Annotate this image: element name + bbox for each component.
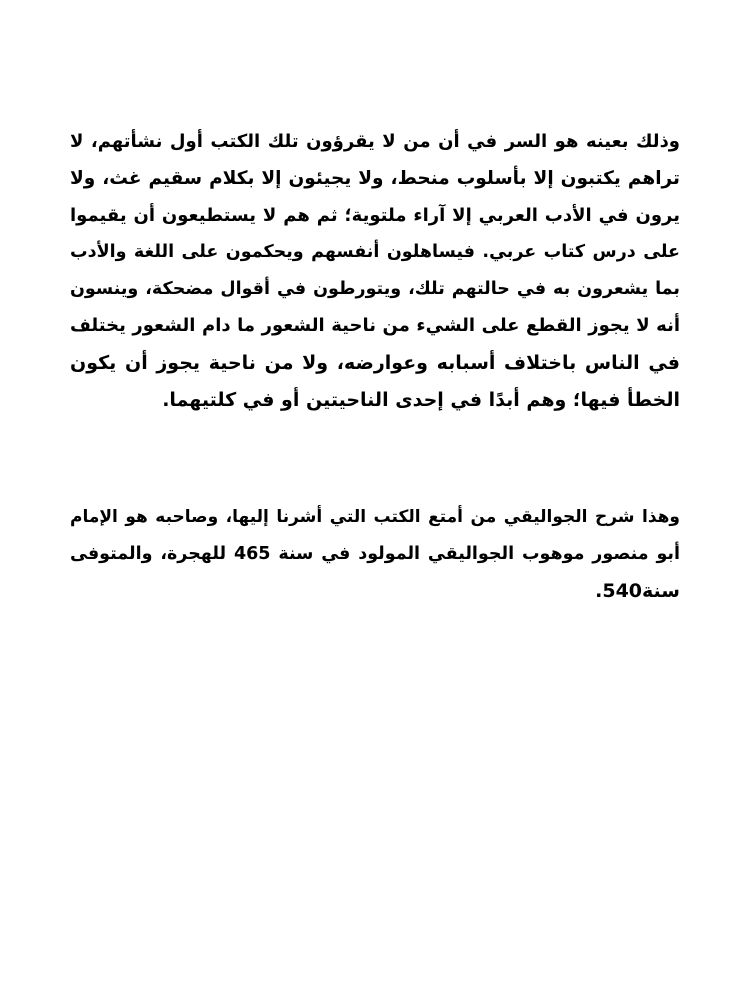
paragraph-line: أنه لا يجوز القطع على الشيء من ناحية الشعور ما دام الشعور يختلف <box>70 314 680 336</box>
paragraph-line: يرون في الأدب العربي إلا آراء ملتوية؛ ثم هم لا يستطيعون أن يقيموا <box>70 204 680 226</box>
paragraph-line: على درس كتاب عربي. فيساهلون أنفسهم ويحكمون على اللغة والأدب <box>70 242 680 263</box>
paragraph-line: سنة540. <box>595 579 680 602</box>
paragraph-line: الخطأ فيها؛ وهم أبدًا في إحدى الناحيتين أو في كلتيهما. <box>162 388 680 411</box>
paragraph-2 <box>70 499 680 609</box>
paragraph-line: تراهم يكتبون إلا بأسلوب منحط، ولا يجيئون إلا بكلام سقيم غث، ولا <box>70 167 680 189</box>
paragraph-line: أبو منصور موهوب الجواليقي المولود في سنة 465 للهجرة، والمتوفى <box>70 543 680 564</box>
paragraph-1 <box>70 124 680 418</box>
paragraph-line: بما يشعرون به في حالتهم تلك، ويتورطون في أقوال مضحكة، وينسون <box>70 279 680 300</box>
paragraph-line: وهذا شرح الجواليقي من أمتع الكتب التي أشرنا إليها، وصاحبه هو الإمام <box>70 507 680 527</box>
paragraph-line: وذلك بعينه هو السر في أن من لا يقرؤون تلك الكتب أول نشأتهم، لا <box>70 131 680 152</box>
paragraph-line: في الناس باختلاف أسبابه وعوارضه، ولا من ناحية يجوز أن يكون <box>70 351 680 374</box>
